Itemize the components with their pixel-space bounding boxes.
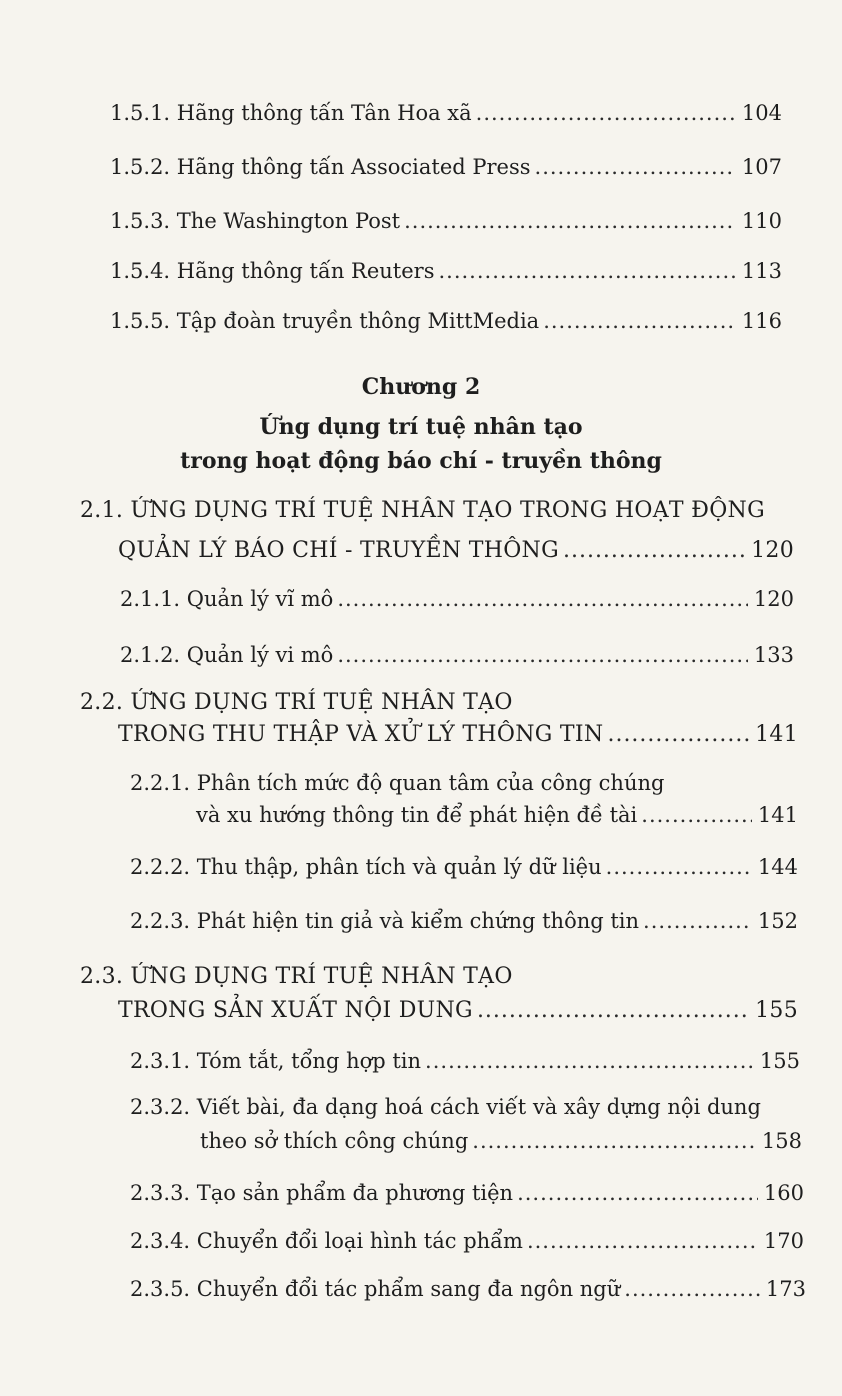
entry-label: TRONG SẢN XUẤT NỘI DUNG xyxy=(118,998,473,1023)
entry-label: QUẢN LÝ BÁO CHÍ - TRUYỀN THÔNG xyxy=(118,538,559,563)
toc-entry xyxy=(130,1274,806,1304)
dot-leader xyxy=(641,800,752,830)
entry-label-line: 2.3.2. Viết bài, đa dạng hoá cách viết và xây dựng nội dung xyxy=(130,1095,761,1119)
page-number: 133 xyxy=(753,643,794,667)
page-number: 120 xyxy=(751,538,794,563)
toc-entry xyxy=(110,152,782,182)
toc-entry xyxy=(130,1226,804,1256)
toc-entry xyxy=(200,1126,802,1156)
page-number: 104 xyxy=(741,101,782,125)
dot-leader xyxy=(337,584,748,614)
entry-label-line: 2.2.1. Phân tích mức độ quan tâm của công chúng xyxy=(130,771,665,795)
dot-leader xyxy=(477,996,749,1026)
dot-leader xyxy=(438,256,735,286)
page-number: 116 xyxy=(741,309,782,333)
entry-label: 2.2.2. Thu thập, phân tích và quản lý dữ liệu xyxy=(130,855,602,879)
dot-leader xyxy=(643,906,752,936)
section-heading-line: 2.2. ỨNG DỤNG TRÍ TUỆ NHÂN TẠO xyxy=(80,690,513,715)
entry-label: và xu hướng thông tin để phát hiện đề tài xyxy=(196,803,638,827)
entry-label: TRONG THU THẬP VÀ XỬ LÝ THÔNG TIN xyxy=(118,722,604,747)
dot-leader xyxy=(337,640,748,670)
dot-leader xyxy=(517,1178,758,1208)
chapter-number: Chương 2 xyxy=(361,374,481,400)
page-number: 155 xyxy=(759,1049,800,1073)
toc-entry xyxy=(110,256,782,286)
dot-leader xyxy=(404,206,736,236)
section-heading-line: 2.3. ỨNG DỤNG TRÍ TUỆ NHÂN TẠO xyxy=(80,964,513,989)
dot-leader xyxy=(425,1046,754,1076)
page-number: 144 xyxy=(757,855,798,879)
chapter-title-line: trong hoạt động báo chí - truyền thông xyxy=(180,448,662,474)
toc-entry xyxy=(130,1046,800,1076)
toc-entry xyxy=(118,996,798,1026)
entry-label: 2.3.4. Chuyển đổi loại hình tác phẩm xyxy=(130,1229,523,1253)
toc-entry xyxy=(120,584,794,614)
toc-entry xyxy=(118,536,794,566)
dot-leader xyxy=(527,1226,758,1256)
page-number: 170 xyxy=(763,1229,804,1253)
page-number: 141 xyxy=(755,722,798,747)
toc-entry xyxy=(130,906,798,936)
page-number: 160 xyxy=(763,1181,804,1205)
page-number: 120 xyxy=(753,587,794,611)
toc-entry xyxy=(120,640,794,670)
dot-leader xyxy=(563,536,745,566)
entry-label: 1.5.1. Hãng thông tấn Tân Hoa xã xyxy=(110,101,472,125)
entry-label: theo sở thích công chúng xyxy=(200,1129,469,1153)
page-number: 152 xyxy=(757,909,798,933)
entry-label: 2.1.2. Quản lý vi mô xyxy=(120,643,334,667)
page-number: 173 xyxy=(765,1277,806,1301)
page-number: 141 xyxy=(757,803,798,827)
toc-entry xyxy=(118,720,798,750)
page-number: 155 xyxy=(755,998,798,1023)
dot-leader xyxy=(543,306,736,336)
section-heading-line: 2.1. ỨNG DỤNG TRÍ TUỆ NHÂN TẠO TRONG HOẠT ĐỘNG xyxy=(80,498,765,523)
dot-leader xyxy=(472,1126,756,1156)
toc-entry xyxy=(130,1178,804,1208)
dot-leader xyxy=(624,1274,760,1304)
page-number: 110 xyxy=(741,209,782,233)
chapter-title-line: Ứng dụng trí tuệ nhân tạo xyxy=(259,414,583,440)
entry-label: 1.5.2. Hãng thông tấn Associated Press xyxy=(110,155,531,179)
toc-entry xyxy=(110,206,782,236)
toc-entry xyxy=(196,800,798,830)
entry-label: 1.5.5. Tập đoàn truyền thông MittMedia xyxy=(110,309,540,333)
page-number: 107 xyxy=(741,155,782,179)
dot-leader xyxy=(606,852,752,882)
toc-entry xyxy=(130,852,798,882)
toc-entry xyxy=(110,98,782,128)
page-number: 113 xyxy=(741,259,782,283)
entry-label: 2.2.3. Phát hiện tin giả và kiểm chứng thông tin xyxy=(130,909,640,933)
entry-label: 2.1.1. Quản lý vĩ mô xyxy=(120,587,334,611)
dot-leader xyxy=(535,152,736,182)
entry-label: 2.3.1. Tóm tắt, tổng hợp tin xyxy=(130,1049,422,1073)
entry-label: 1.5.3. The Washington Post xyxy=(110,209,401,233)
entry-label: 1.5.4. Hãng thông tấn Reuters xyxy=(110,259,435,283)
page-number: 158 xyxy=(761,1129,802,1153)
dot-leader xyxy=(476,98,736,128)
dot-leader xyxy=(607,720,749,750)
entry-label: 2.3.3. Tạo sản phẩm đa phương tiện xyxy=(130,1181,514,1205)
entry-label: 2.3.5. Chuyển đổi tác phẩm sang đa ngôn ngữ xyxy=(130,1277,621,1301)
toc-entry xyxy=(110,306,782,336)
